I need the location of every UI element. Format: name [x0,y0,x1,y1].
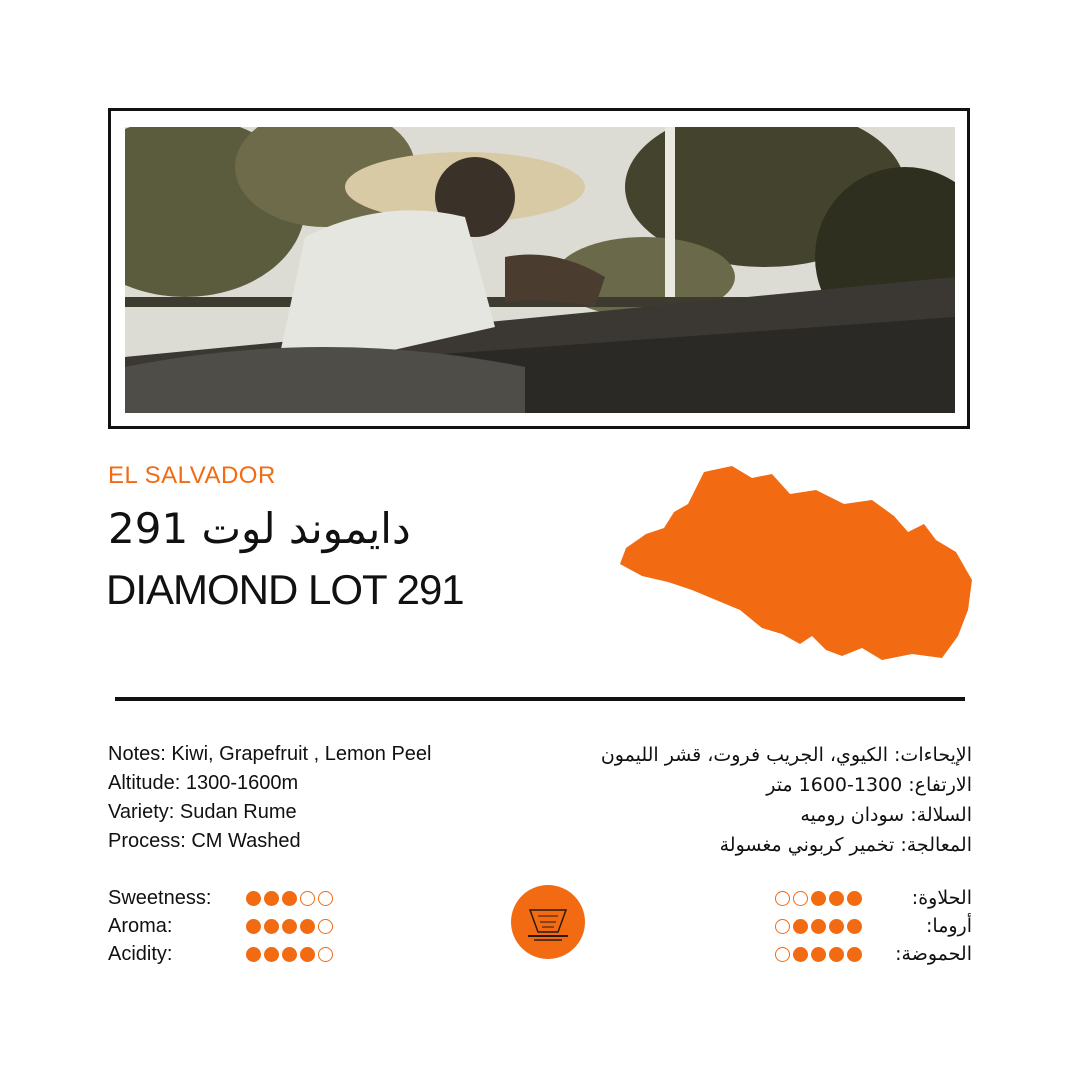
rating-dot-filled [264,919,279,934]
rating-dot-filled [829,891,844,906]
rating-dot-filled [847,947,862,962]
rating-dot-filled [282,891,297,906]
rating-dot-filled [246,919,261,934]
origin-country: EL SALVADOR [108,462,276,489]
rating-dot-filled [811,919,826,934]
rating-row-aroma [108,912,333,940]
process-row: Process: CM Washed [108,830,301,852]
rating-dot-filled [282,919,297,934]
rating-label: أروما: [926,915,972,937]
rating-row-sweetness [108,884,333,912]
rating-dot-filled [829,919,844,934]
altitude-row: Altitude: 1300-1600m [108,772,299,794]
rating-dot-filled [793,947,808,962]
product-title-english: DIAMOND LOT 291 [106,566,464,613]
rating-dots [775,891,862,906]
rating-dot-empty [300,891,315,906]
rating-label: الحلاوة: [911,887,972,909]
variety-row-arabic: السلالة: سودان روميه [800,804,972,826]
rating-label: الحموضة: [895,943,972,965]
notes-row: Notes: Kiwi, Grapefruit , Lemon Peel [108,743,432,765]
rating-dot-filled [282,947,297,962]
rating-dots [246,891,333,906]
rating-dot-filled [811,891,826,906]
variety-row: Variety: Sudan Rume [108,801,297,823]
rating-dot-filled [246,947,261,962]
coffee-dripper-icon [510,884,586,960]
rating-dot-filled [300,947,315,962]
rating-dots [246,919,333,934]
notes-row-arabic: الإيحاءات: الكيوي، الجريب فروت، قشر الليمون [600,744,972,766]
rating-row-acidity [108,940,333,968]
rating-row-aroma-arabic [775,912,972,940]
rating-dots [775,947,862,962]
farmer-photo [125,127,955,413]
product-title-arabic: دايموند لوت 291 [108,504,411,553]
altitude-row-arabic: الارتفاع: 1300-1600 متر [766,774,972,796]
rating-dot-filled [847,891,862,906]
rating-label: Aroma: [108,914,173,937]
rating-dot-empty [318,919,333,934]
rating-row-acidity-arabic [775,940,972,968]
rating-dot-empty [318,947,333,962]
details-arabic [601,740,972,860]
rating-dot-empty [318,891,333,906]
rating-label: Acidity: [108,942,173,965]
rating-label: Sweetness: [108,886,212,909]
process-row-arabic: المعالجة: تخمير كربوني مغسولة [719,834,972,856]
ratings-arabic [775,884,972,968]
rating-dot-filled [264,891,279,906]
rating-dot-empty [775,891,790,906]
rating-dot-filled [811,947,826,962]
rating-dot-filled [793,919,808,934]
rating-dot-filled [246,891,261,906]
ratings-english [108,884,333,968]
rating-dot-empty [775,947,790,962]
rating-dot-filled [829,947,844,962]
rating-row-sweetness-arabic [775,884,972,912]
rating-dots [246,947,333,962]
rating-dot-empty [793,891,808,906]
rating-dots [775,919,862,934]
rating-dot-filled [300,919,315,934]
el-salvador-map-icon [612,460,976,670]
rating-dot-filled [847,919,862,934]
details-english [108,740,431,856]
rating-dot-filled [264,947,279,962]
photo-frame [108,108,970,429]
section-divider [115,697,965,701]
rating-dot-empty [775,919,790,934]
